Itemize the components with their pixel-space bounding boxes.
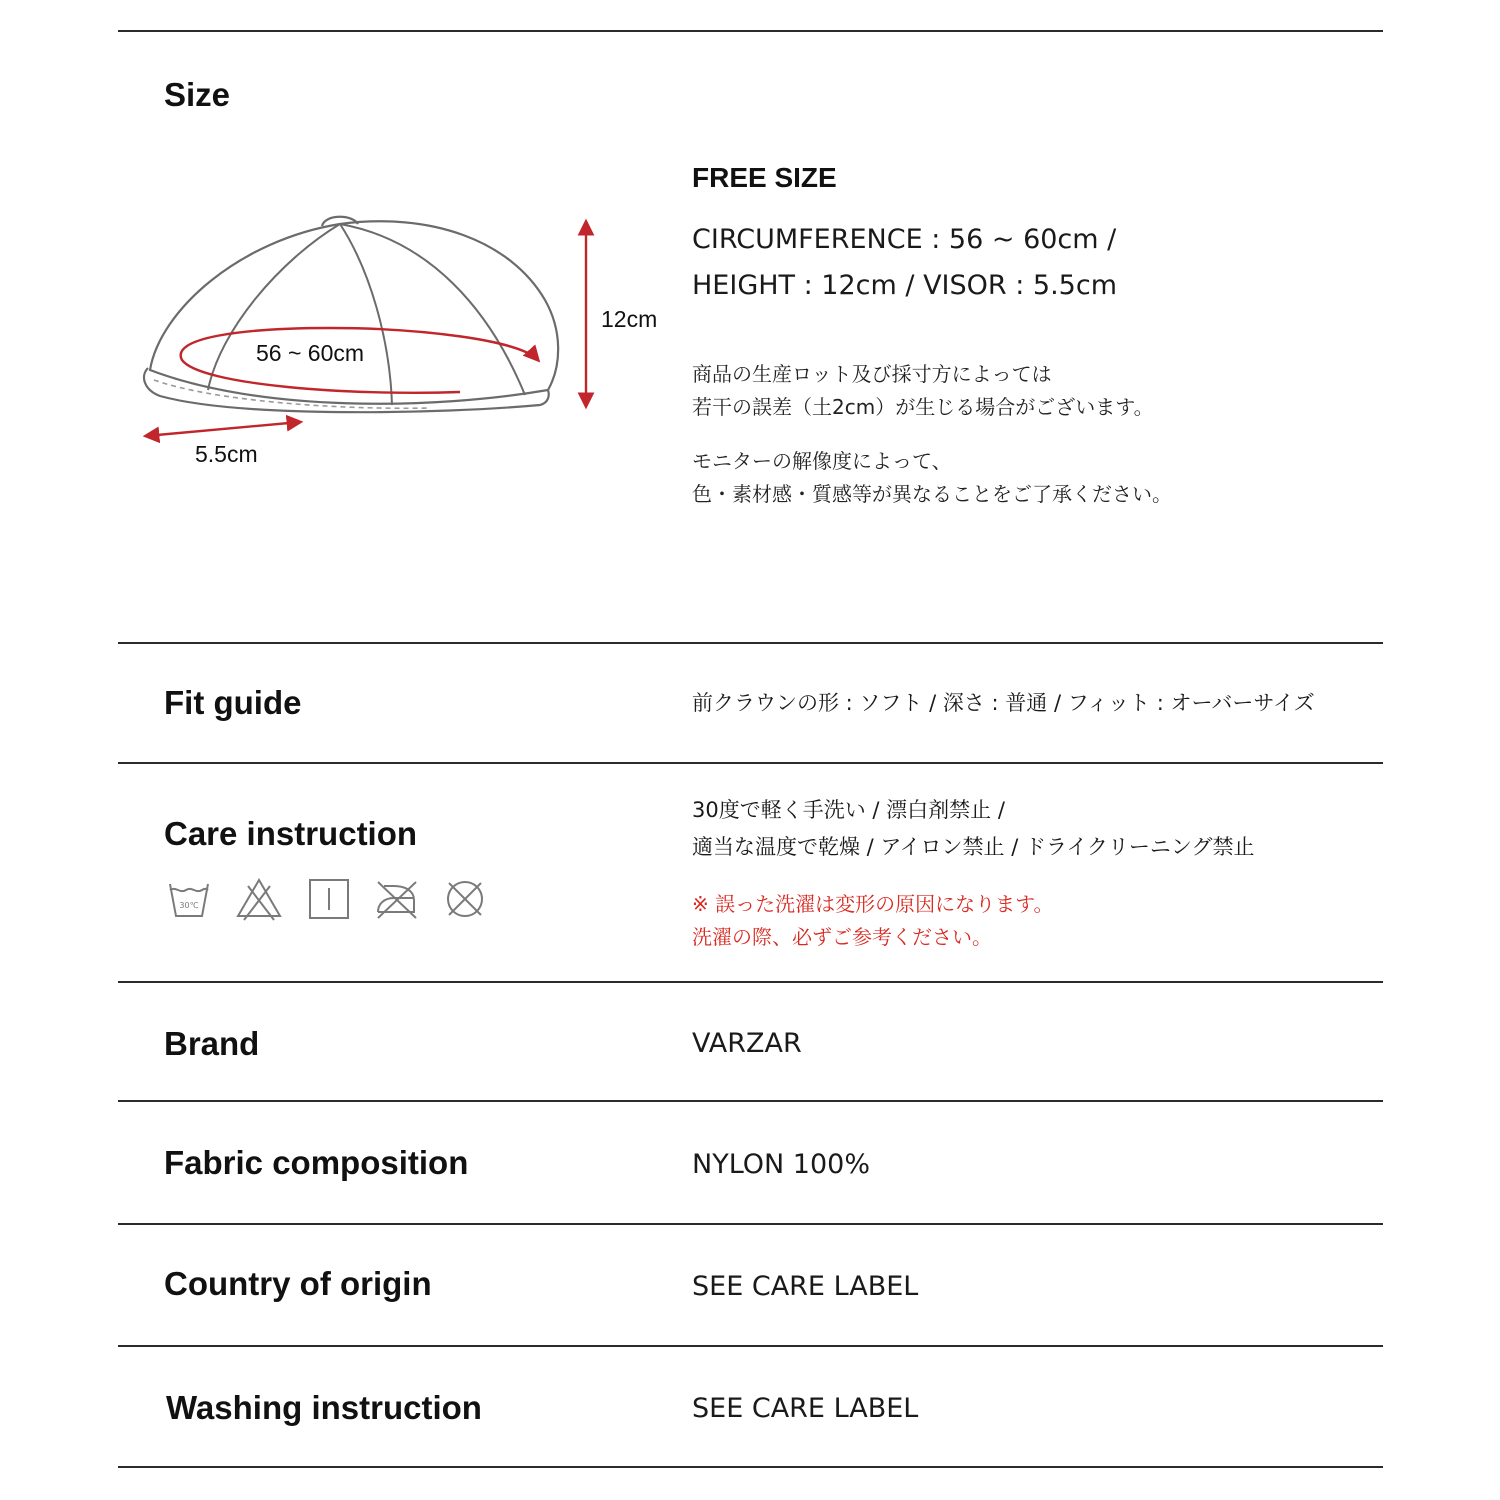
no-bleach-icon (234, 872, 284, 926)
divider (118, 1223, 1383, 1225)
size-heading: Size (164, 76, 231, 113)
circumference-label: 56 ~ 60cm (256, 340, 365, 366)
origin-value: SEE CARE LABEL (692, 1271, 919, 1302)
visor-label: 5.5cm (195, 441, 258, 467)
no-dry-clean-icon (440, 872, 490, 926)
washing-heading: Washing instruction (166, 1389, 482, 1426)
brand-heading: Brand (164, 1025, 260, 1062)
fabric-heading: Fabric composition (164, 1144, 469, 1181)
svg-text:30℃: 30℃ (179, 901, 199, 910)
care-line: 適当な温度で乾燥 / アイロン禁止 / ドライクリーニング禁止 (692, 835, 1255, 859)
divider (118, 642, 1383, 644)
size-note-line: 若干の誤差（土2cm）が生じる場合がございます。 (692, 395, 1154, 419)
size-height-visor: HEIGHT : 12cm / VISOR : 5.5cm (692, 270, 1117, 301)
divider (118, 1345, 1383, 1347)
divider (118, 30, 1383, 32)
care-warning: ※ 誤った洗濯は変形の原因になります。 (692, 892, 1054, 916)
no-iron-icon (370, 872, 420, 926)
size-note-line: 商品の生産ロット及び採寸方によっては (692, 362, 1052, 386)
origin-heading: Country of origin (164, 1265, 432, 1302)
divider (118, 1466, 1383, 1468)
fit-guide-value: 前クラウンの形 : ソフト / 深さ : 普通 / フィット : オーバーサイズ (692, 691, 1315, 715)
hand-wash-30-icon (164, 872, 214, 926)
free-size-title: FREE SIZE (692, 162, 837, 193)
care-warning: 洗濯の際、必ずご参考ください。 (692, 925, 992, 949)
monitor-note-line: モニターの解像度によって、 (692, 449, 952, 473)
divider (118, 1100, 1383, 1102)
brand-value: VARZAR (692, 1028, 802, 1059)
dry-icon (304, 872, 354, 926)
size-circumference: CIRCUMFERENCE : 56 ~ 60cm / (692, 224, 1117, 255)
fit-guide-heading: Fit guide (164, 684, 302, 721)
fabric-value: NYLON 100% (692, 1149, 870, 1180)
washing-value: SEE CARE LABEL (692, 1393, 919, 1424)
hat-size-diagram (130, 200, 690, 490)
height-label: 12cm (601, 306, 658, 332)
divider (118, 981, 1383, 983)
care-icons (160, 872, 500, 928)
care-line: 30度で軽く手洗い / 漂白剤禁止 / (692, 798, 1005, 822)
divider (118, 762, 1383, 764)
monitor-note-line: 色・素材感・質感等が異なることをご了承ください。 (692, 482, 1172, 506)
care-heading: Care instruction (164, 815, 418, 852)
